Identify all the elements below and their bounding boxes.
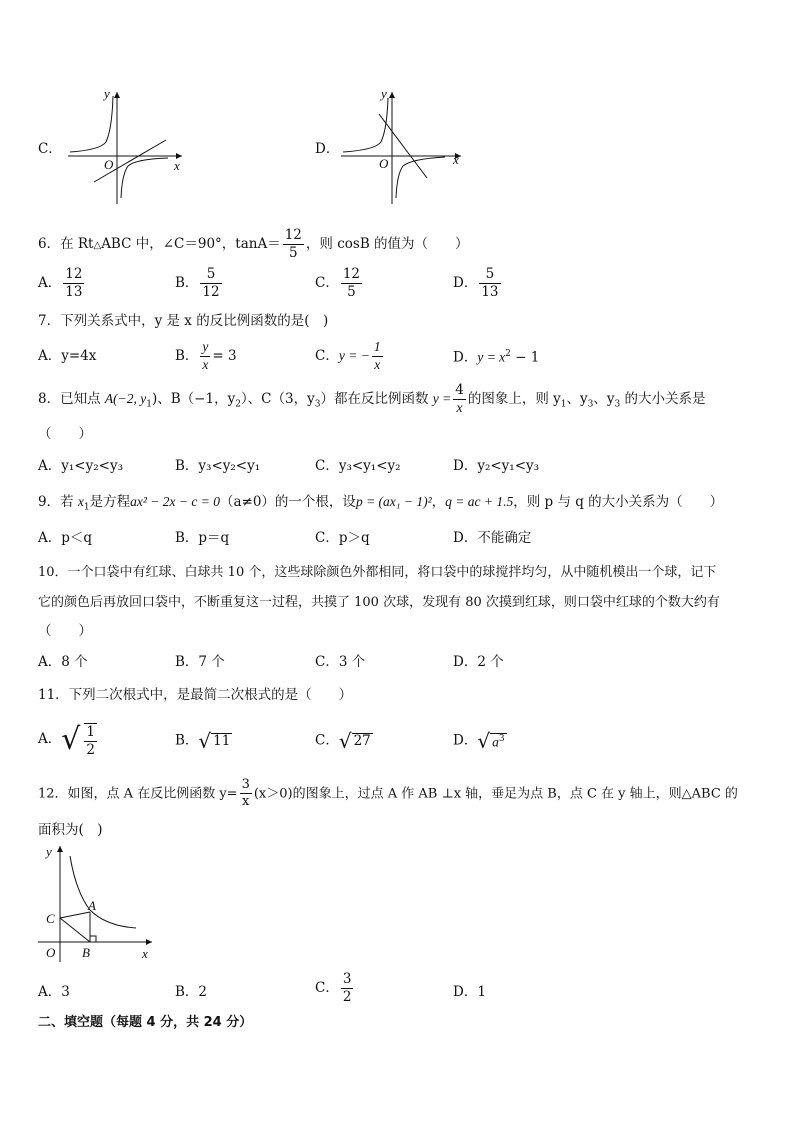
q9-option-d[interactable]: D．不能确定 bbox=[453, 530, 532, 546]
fig-origin-label: O bbox=[46, 945, 56, 960]
hyperbola-branch-right bbox=[396, 157, 445, 198]
hyperbola-branch-left bbox=[70, 96, 113, 152]
q10-option-b[interactable]: B．7 个 bbox=[175, 654, 225, 670]
q8-option-d[interactable]: D．y₂<y₁<y₃ bbox=[453, 458, 540, 474]
q6-option-b[interactable]: B． $\frac{5}{12}$ bbox=[175, 266, 220, 300]
q6-text-b: ABC 中，∠C＝90°，tanA＝ bbox=[101, 235, 281, 252]
q6-frac: $\frac{12}{5}$ bbox=[284, 227, 302, 261]
q12-option-a[interactable]: A．3 bbox=[38, 984, 70, 1000]
q8-paren: （ ） bbox=[38, 426, 92, 442]
q7-option-a[interactable]: A．y=4x bbox=[38, 348, 97, 364]
q10-option-d[interactable]: D．2 个 bbox=[453, 654, 504, 670]
q9-option-c[interactable]: C．p＞q bbox=[315, 530, 370, 546]
q10-option-a[interactable]: A．8 个 bbox=[38, 654, 88, 670]
q11-option-a[interactable]: A．√ $\frac{1}{2}$ bbox=[38, 721, 95, 758]
q11-option-d[interactable]: D．√ $a^3$ bbox=[453, 729, 505, 753]
q5-option-c-label: C． bbox=[38, 141, 62, 157]
axis-y-label: y bbox=[104, 86, 110, 101]
q12-option-c[interactable]: C． $\frac{3}{2}$ bbox=[315, 971, 352, 1005]
triangle-symbol: △ bbox=[93, 239, 102, 251]
axis-x-label: x bbox=[453, 152, 459, 167]
q6-option-c[interactable]: C． $\frac{12}{5}$ bbox=[315, 266, 361, 300]
q11-option-b[interactable]: B．√ 11 bbox=[175, 729, 231, 753]
fig-x-label: x bbox=[142, 946, 148, 961]
fig-point-c: C bbox=[46, 911, 55, 926]
fig-point-a: A bbox=[88, 898, 96, 913]
right-angle-mark bbox=[90, 936, 96, 942]
q10-line1: 10．一个口袋中有红球、白球共 10 个，这些球除颜色外都相同，将口袋中的球搅拌均匀，从中随机模出一个球，记下 bbox=[38, 565, 717, 580]
q6-option-a[interactable]: A． $\frac{12}{13}$ bbox=[38, 266, 83, 300]
section-2-heading: 二、填空题（每题 4 分，共 24 分） bbox=[38, 1015, 253, 1030]
fig-point-b: B bbox=[82, 945, 90, 960]
axis-x-label: x bbox=[174, 158, 180, 173]
q7-option-b[interactable]: B． $\frac{y}{x}$ = 3 bbox=[175, 339, 237, 372]
segment-cb bbox=[60, 918, 90, 942]
q11-stem: 11．下列二次根式中，是最简二次根式的是（ ） bbox=[38, 687, 353, 703]
hyperbola-branch-right bbox=[121, 158, 168, 198]
q9-option-b[interactable]: B．p＝q bbox=[175, 530, 230, 546]
q12-line2: 面积为( ) bbox=[38, 822, 103, 838]
q8-stem: 8．已知点 A(−2, $y_1$)、B（−1，$y_2$）、C（3，$y_3$）都在反比例函数 y = $\frac{4}{x}$ 的图象上，则 $y_1$、$y_3$、$y_3$ 的大小关系是 bbox=[38, 382, 706, 415]
q7-option-d[interactable]: D．$y = x^2 - 1$ bbox=[453, 349, 540, 366]
q12-stem: 12．如图，点 A 在反比例函数 y= $\frac{3}{x}$ (x＞0)的图象上，过点 A 作 AB ⊥x 轴，垂足为点 B，点 C 在 y 轴上，则△ABC 的 bbox=[38, 777, 738, 810]
q6-option-d[interactable]: D． $\frac{5}{13}$ bbox=[453, 266, 499, 300]
q9-stem: 9．若 $x_1$是方程ax² − 2x − c = 0（a≠0）的一个根，设p = (ax₁ − 1)²，q = ac + 1.5，则 p 与 q 的大小关系为（ ） bbox=[38, 494, 724, 513]
q8-option-c[interactable]: C．y₃<y₁<y₂ bbox=[315, 458, 401, 474]
q8-option-a[interactable]: A．y₁<y₂<y₃ bbox=[38, 458, 123, 474]
q5-option-d-label: D． bbox=[315, 141, 340, 157]
axis-y-label: y bbox=[381, 86, 387, 101]
q9-option-a[interactable]: A．p＜q bbox=[38, 530, 93, 546]
q10-line2: 它的颜色后再放回口袋中，不断重复这一过程，共摸了 100 次球，发现有 80 次摸到红球，则口袋中红球的个数大约有 bbox=[38, 595, 720, 610]
q8-option-b[interactable]: B．y₃<y₂<y₁ bbox=[175, 458, 261, 474]
hyperbola-curve bbox=[70, 856, 136, 928]
segment-ca bbox=[60, 912, 90, 918]
q12-option-d[interactable]: D．1 bbox=[453, 984, 486, 1000]
q6-stem bbox=[38, 228, 469, 261]
q10-option-c[interactable]: C．3 个 bbox=[315, 654, 366, 670]
q7-stem: 7．下列关系式中，y 是 x 的反比例函数的是( ) bbox=[38, 313, 329, 329]
fig-y-label: y bbox=[46, 844, 52, 859]
q12-option-b[interactable]: B．2 bbox=[175, 984, 208, 1000]
q5-option-d-graph bbox=[335, 84, 475, 214]
q5-option-c-graph bbox=[60, 84, 190, 214]
q12-figure bbox=[34, 842, 159, 967]
q6-text-a: 6．在 Rt bbox=[38, 235, 94, 252]
origin-label: O bbox=[104, 157, 114, 172]
q11-option-c[interactable]: C．√ 27 bbox=[315, 729, 371, 753]
hyperbola-branch-left bbox=[343, 98, 388, 152]
origin-label: O bbox=[379, 156, 389, 171]
q10-line3: （ ） bbox=[38, 623, 92, 639]
q6-text-c: ，则 cosB 的值为（ ） bbox=[305, 235, 469, 252]
q7-option-c[interactable]: C．y = − $\frac{1}{x}$ bbox=[315, 339, 381, 372]
